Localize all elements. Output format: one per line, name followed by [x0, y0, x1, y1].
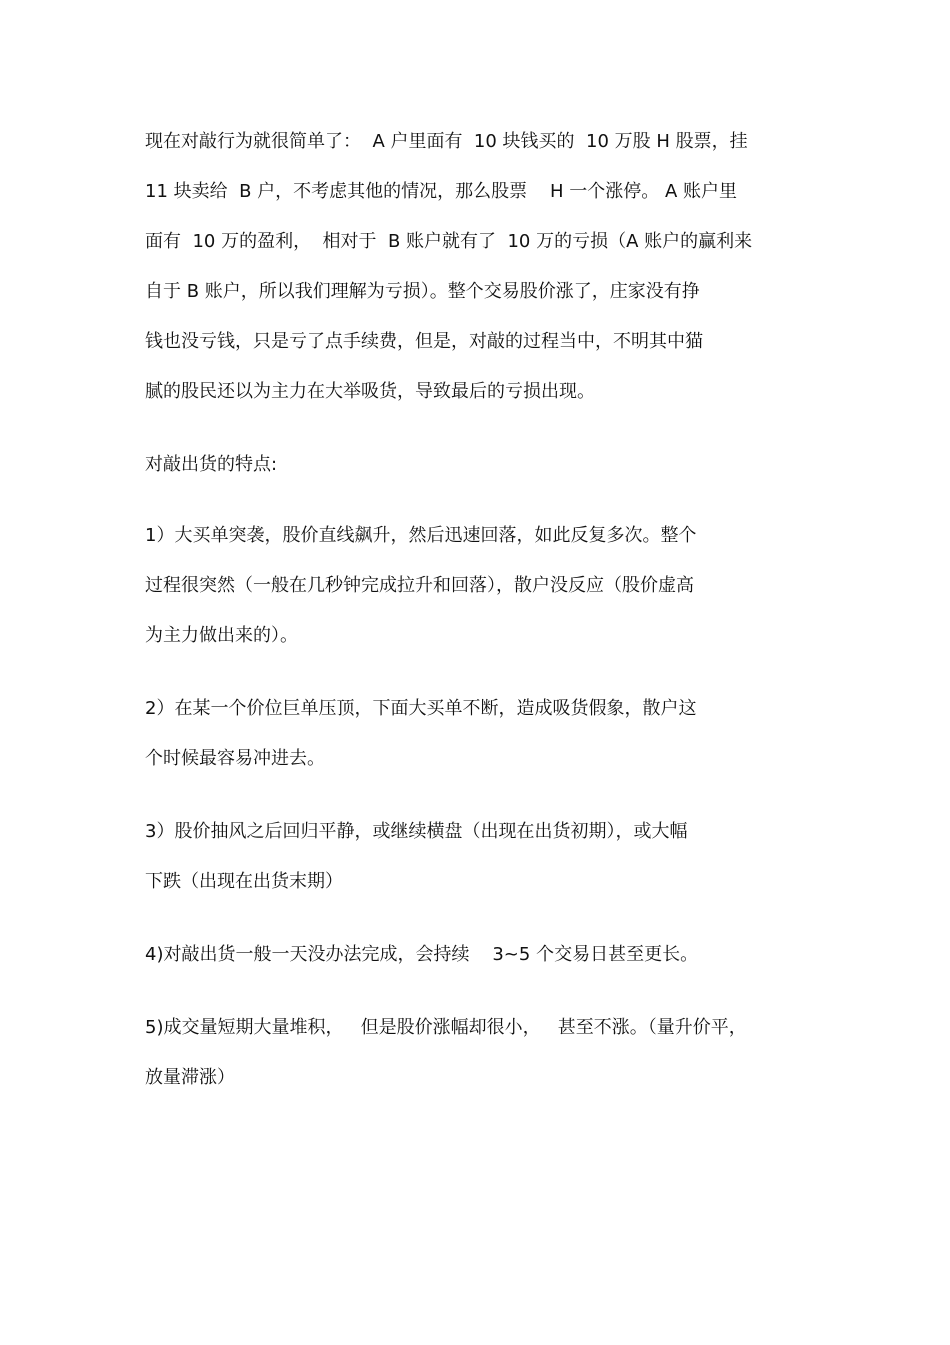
paragraph-1-line-3: 面有 10 万的盈利， 相对于 B 账户就有了 10 万的亏损（A 账户的赢利来	[145, 231, 753, 252]
paragraph-1-line-6: 腻的股民还以为主力在大举吸货，导致最后的亏损出现。	[145, 381, 595, 402]
point-1-line-3: 为主力做出来的）。	[145, 625, 298, 646]
point-1-line-1: 1）大买单突袭，股价直线飙升，然后迅速回落，如此反复多次。整个	[145, 525, 697, 546]
point-4-line-1: 4)对敲出货一般一天没办法完成，会持续 3~5 个交易日甚至更长。	[145, 944, 699, 965]
paragraph-1-line-1: 现在对敲行为就很简单了： A 户里面有 10 块钱买的 10 万股 H 股票，挂	[145, 131, 748, 152]
point-3-line-2: 下跌（出现在出货末期）	[145, 871, 343, 892]
paragraph-1-line-5: 钱也没亏钱，只是亏了点手续费，但是，对敲的过程当中，不明其中猫	[145, 331, 703, 352]
point-2-line-1: 2）在某一个价位巨单压顶，下面大买单不断，造成吸货假象，散户这	[145, 698, 697, 719]
paragraph-1-line-2: 11 块卖给 B 户，不考虑其他的情况，那么股票 H 一个涨停。 A 账户里	[145, 181, 738, 202]
point-1-line-2: 过程很突然（一般在几秒钟完成拉升和回落），散户没反应（股价虚高	[145, 575, 694, 596]
paragraph-1-line-4: 自于 B 账户，所以我们理解为亏损）。整个交易股价涨了，庄家没有挣	[145, 281, 700, 302]
point-2-line-2: 个时候最容易冲进去。	[145, 748, 325, 769]
section-heading: 对敲出货的特点:	[145, 454, 278, 475]
point-3-line-1: 3）股价抽风之后回归平静，或继续横盘（出现在出货初期），或大幅	[145, 821, 688, 842]
point-5-line-2: 放量滞涨）	[145, 1067, 235, 1088]
point-5-line-1: 5)成交量短期大量堆积， 但是股价涨幅却很小， 甚至不涨。（量升价平，	[145, 1017, 747, 1038]
